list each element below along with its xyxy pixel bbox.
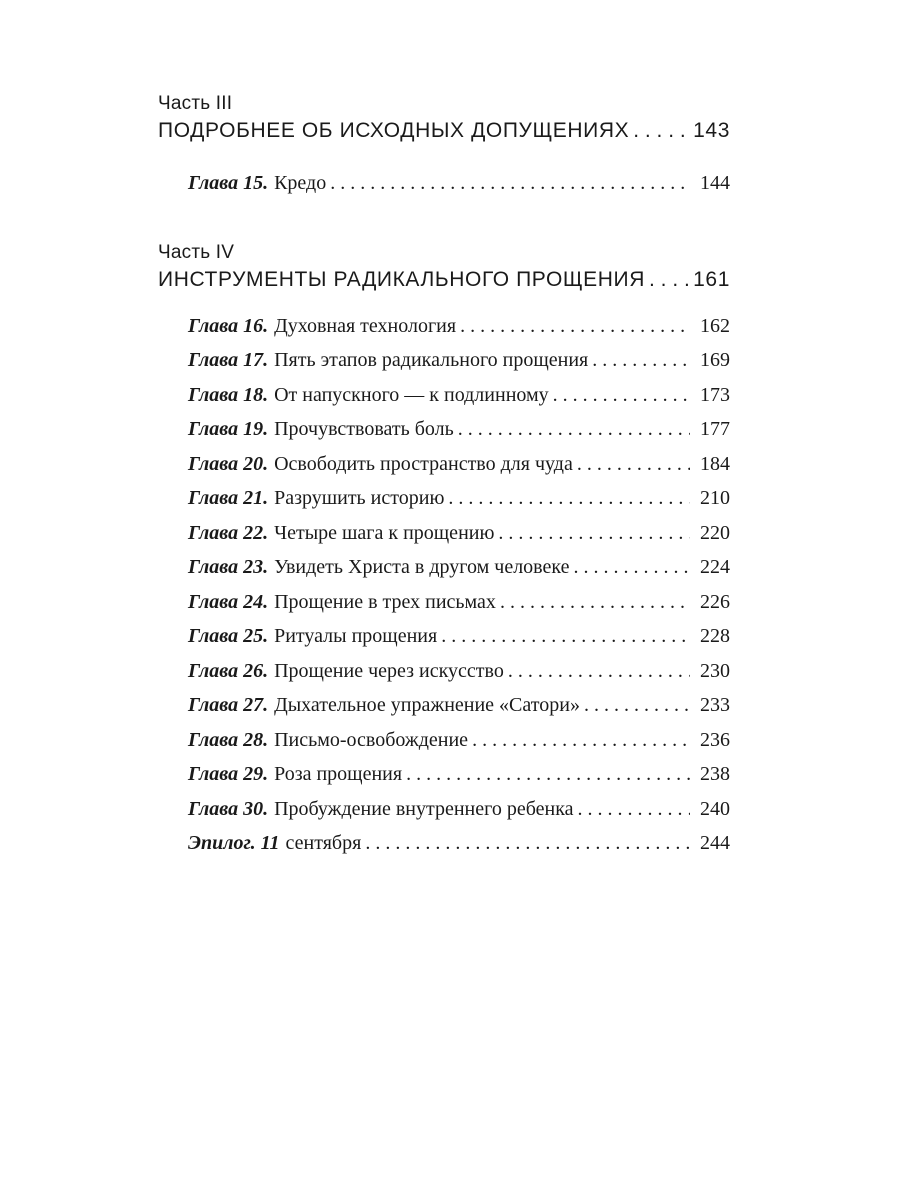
chapter-title: Пять этапов радикального прощения bbox=[274, 349, 589, 371]
page-number: 244 bbox=[700, 832, 730, 854]
chapter-entry[interactable] bbox=[158, 654, 730, 689]
chapter-title: Четыре шага к прощению bbox=[274, 521, 495, 544]
page-number: 240 bbox=[700, 797, 730, 820]
chapter-entry[interactable] bbox=[158, 757, 730, 792]
chapter-title: Роза прощения bbox=[274, 763, 403, 785]
epilogue-label: Эпилог. 11 bbox=[188, 832, 280, 854]
chapter-label: Глава 30. bbox=[188, 797, 269, 820]
page-number: 233 bbox=[700, 694, 730, 716]
chapter-entry[interactable] bbox=[158, 723, 730, 758]
part-3-section bbox=[158, 92, 730, 201]
page-number: 161 bbox=[693, 267, 730, 291]
chapter-title: Прощение через искусство bbox=[274, 659, 504, 682]
page-number: 143 bbox=[693, 119, 730, 142]
chapter-title: Освободить пространство для чуда bbox=[274, 452, 573, 475]
chapter-entry[interactable] bbox=[158, 309, 730, 344]
table-of-contents bbox=[158, 92, 730, 861]
chapter-label: Глава 20. bbox=[188, 452, 269, 475]
chapter-entry[interactable] bbox=[158, 516, 730, 551]
chapter-label: Глава 17. bbox=[188, 349, 269, 371]
chapter-label: Глава 25. bbox=[188, 625, 269, 647]
chapter-label: Глава 18. bbox=[188, 383, 269, 406]
chapter-title: Дыхательное упражнение «Сатори» bbox=[274, 694, 580, 716]
part-label: Часть III bbox=[158, 93, 233, 114]
chapter-entry[interactable] bbox=[158, 619, 730, 654]
page-number: 236 bbox=[700, 728, 730, 751]
chapter-label: Глава 27. bbox=[188, 694, 269, 716]
dot-leader bbox=[406, 757, 690, 792]
dot-leader bbox=[577, 447, 690, 482]
page-number: 228 bbox=[700, 625, 730, 647]
chapter-entry[interactable] bbox=[158, 447, 730, 482]
part-label: Часть IV bbox=[158, 241, 235, 263]
dot-leader bbox=[584, 688, 690, 723]
dot-leader bbox=[508, 654, 690, 689]
part-title: ИНСТРУМЕНТЫ РАДИКАЛЬНОГО ПРОЩЕНИЯ bbox=[158, 267, 645, 291]
chapter-title: Духовная технология bbox=[274, 314, 457, 337]
chapter-label: Глава 23. bbox=[188, 556, 269, 578]
chapter-entry[interactable] bbox=[158, 792, 730, 827]
chapter-list bbox=[158, 309, 730, 861]
dot-leader bbox=[649, 265, 689, 295]
chapter-entry[interactable] bbox=[158, 343, 730, 378]
epilogue-title: сентября bbox=[285, 832, 362, 854]
page-number: 226 bbox=[700, 590, 730, 613]
part-title: ПОДРОБНЕЕ ОБ ИСХОДНЫХ ДОПУЩЕНИЯХ bbox=[158, 119, 630, 142]
chapter-label: Глава 15. bbox=[188, 172, 269, 194]
page-number: 144 bbox=[700, 172, 730, 194]
chapter-entry[interactable] bbox=[158, 166, 730, 201]
page-number: 210 bbox=[700, 487, 730, 509]
chapter-label: Глава 19. bbox=[188, 418, 269, 440]
chapter-label: Глава 24. bbox=[188, 590, 269, 613]
chapter-title: Прощение в трех письмах bbox=[274, 590, 496, 613]
chapter-title: Пробуждение внутреннего ребенка bbox=[274, 797, 574, 820]
page-number: 173 bbox=[700, 383, 730, 406]
epilogue-entry[interactable] bbox=[158, 826, 730, 861]
page-number: 230 bbox=[700, 659, 730, 682]
dot-leader bbox=[460, 309, 690, 344]
page-number: 220 bbox=[700, 521, 730, 544]
page-number: 177 bbox=[700, 418, 730, 440]
dot-leader bbox=[441, 619, 690, 654]
chapter-title: Разрушить историю bbox=[274, 487, 445, 509]
dot-leader bbox=[498, 516, 690, 551]
part-4-section bbox=[158, 241, 730, 861]
dot-leader bbox=[472, 723, 690, 758]
chapter-label: Глава 29. bbox=[188, 763, 269, 785]
chapter-list bbox=[158, 166, 730, 201]
chapter-label: Глава 26. bbox=[188, 659, 269, 682]
dot-leader bbox=[553, 378, 690, 413]
chapter-entry[interactable] bbox=[158, 585, 730, 620]
dot-leader bbox=[573, 550, 690, 585]
dot-leader bbox=[500, 585, 690, 620]
chapter-label: Глава 22. bbox=[188, 521, 269, 544]
dot-leader bbox=[577, 792, 690, 827]
dot-leader bbox=[330, 166, 690, 201]
page-number: 224 bbox=[700, 556, 730, 578]
part-title-entry[interactable] bbox=[158, 116, 730, 146]
dot-leader bbox=[448, 481, 690, 516]
chapter-title: Письмо-освобождение bbox=[274, 728, 469, 751]
chapter-title: Кредо bbox=[274, 172, 327, 194]
chapter-entry[interactable] bbox=[158, 550, 730, 585]
chapter-entry[interactable] bbox=[158, 688, 730, 723]
chapter-label: Глава 16. bbox=[188, 314, 269, 337]
page-number: 238 bbox=[700, 763, 730, 785]
chapter-label: Глава 28. bbox=[188, 728, 269, 751]
page-number: 184 bbox=[700, 452, 730, 475]
chapter-entry[interactable] bbox=[158, 481, 730, 516]
page-number: 169 bbox=[700, 349, 730, 371]
chapter-title: Увидеть Христа в другом человеке bbox=[274, 556, 570, 578]
chapter-entry[interactable] bbox=[158, 378, 730, 413]
dot-leader bbox=[458, 412, 690, 447]
dot-leader bbox=[633, 116, 689, 146]
dot-leader bbox=[365, 826, 690, 861]
part-title-entry[interactable] bbox=[158, 265, 730, 295]
dot-leader bbox=[592, 343, 690, 378]
chapter-title: От напускного — к подлинному bbox=[274, 383, 549, 406]
chapter-title: Прочувствовать боль bbox=[274, 418, 454, 440]
page-number: 162 bbox=[700, 314, 730, 337]
chapter-label: Глава 21. bbox=[188, 487, 269, 509]
chapter-entry[interactable] bbox=[158, 412, 730, 447]
chapter-title: Ритуалы прощения bbox=[274, 625, 438, 647]
